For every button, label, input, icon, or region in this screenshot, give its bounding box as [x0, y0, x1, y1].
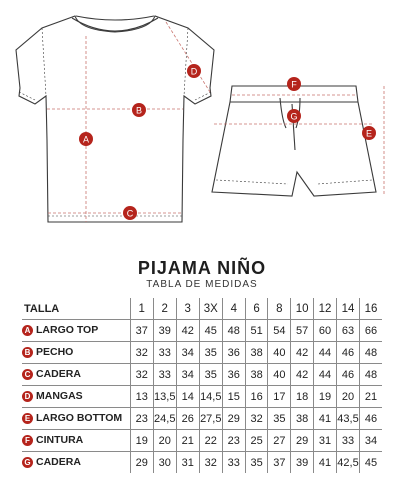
svg-text:C: C [126, 208, 134, 219]
marker-a [79, 132, 93, 146]
size-header-row [22, 298, 382, 320]
measure-value-cell: 35 [268, 408, 291, 430]
measure-name-cell [22, 430, 130, 452]
measure-value-cell: 27,5 [199, 408, 222, 430]
measure-value-cell: 34 [176, 342, 199, 364]
measure-value-cell: 46 [336, 342, 359, 364]
measure-value-cell: 44 [314, 364, 337, 386]
measure-value-cell: 30 [153, 452, 176, 474]
marker-c [123, 206, 137, 220]
shorts-drawing [212, 86, 376, 196]
measure-letter-badge: G [22, 457, 33, 468]
measure-value-cell: 51 [245, 320, 268, 342]
measure-value-cell: 26 [176, 408, 199, 430]
measure-value-cell: 40 [268, 342, 291, 364]
measure-value-cell: 20 [336, 386, 359, 408]
measure-value-cell: 48 [360, 364, 382, 386]
measure-letter-badge: A [22, 325, 33, 336]
measure-value-cell: 42 [291, 342, 314, 364]
measure-name-cell [22, 342, 130, 364]
measure-value-cell: 29 [291, 430, 314, 452]
measure-value-cell: 16 [245, 386, 268, 408]
measure-value-cell: 14,5 [199, 386, 222, 408]
measure-value-cell: 42 [291, 364, 314, 386]
measure-value-cell: 41 [314, 408, 337, 430]
measure-value-cell: 31 [314, 430, 337, 452]
measure-value-cell: 42 [176, 320, 199, 342]
measure-value-cell: 42,5 [336, 452, 359, 474]
measure-value-cell: 31 [176, 452, 199, 474]
measure-name-cell [22, 364, 130, 386]
measure-name: LARGO BOTTOM [36, 412, 123, 425]
measure-value-cell: 39 [291, 452, 314, 474]
garment-illustration [0, 0, 404, 240]
marker-g [287, 109, 301, 123]
measure-value-cell: 38 [291, 408, 314, 430]
size-header-label: TALLA [24, 302, 60, 315]
measure-value-cell: 54 [268, 320, 291, 342]
measure-value-cell: 23 [130, 408, 153, 430]
measure-name-cell [22, 408, 130, 430]
measure-value-cell: 35 [199, 364, 222, 386]
measure-value-cell: 66 [360, 320, 382, 342]
measure-value-cell: 38 [245, 342, 268, 364]
svg-text:D: D [190, 66, 198, 77]
measure-value-cell: 34 [360, 430, 382, 452]
measure-name: MANGAS [36, 390, 83, 403]
size-header-cell: 1 [130, 298, 153, 320]
measure-value-cell: 32 [130, 342, 153, 364]
measure-value-cell: 37 [130, 320, 153, 342]
measure-value-cell: 35 [245, 452, 268, 474]
measure-value-cell: 40 [268, 364, 291, 386]
table-row [22, 320, 382, 342]
measure-value-cell: 21 [176, 430, 199, 452]
measure-value-cell: 19 [314, 386, 337, 408]
size-header-cell: 12 [314, 298, 337, 320]
measure-letter-badge: C [22, 369, 33, 380]
measure-value-cell: 33 [336, 430, 359, 452]
measure-value-cell: 32 [199, 452, 222, 474]
measure-value-cell: 39 [153, 320, 176, 342]
measure-name: CADERA [36, 368, 81, 381]
measure-value-cell: 45 [199, 320, 222, 342]
page-title: PIJAMA NIÑO [137, 258, 267, 278]
measure-value-cell: 48 [222, 320, 245, 342]
measure-value-cell: 45 [360, 452, 382, 474]
measure-value-cell: 44 [314, 342, 337, 364]
marker-e [362, 126, 376, 140]
marker-d [187, 64, 201, 78]
measure-value-cell: 57 [291, 320, 314, 342]
measure-value-cell: 41 [314, 452, 337, 474]
measure-value-cell: 18 [291, 386, 314, 408]
size-header-cell: 16 [360, 298, 382, 320]
measure-value-cell: 46 [336, 364, 359, 386]
svg-text:B: B [135, 105, 143, 116]
size-header-cell: 14 [336, 298, 359, 320]
marker-f [287, 77, 301, 91]
measure-value-cell: 43,5 [336, 408, 359, 430]
measure-value-cell: 33 [222, 452, 245, 474]
measure-value-cell: 46 [360, 408, 382, 430]
measure-name: CADERA [36, 456, 81, 469]
measure-name-cell [22, 452, 130, 474]
size-header-cell: 10 [291, 298, 314, 320]
size-header-cell: 3X [199, 298, 222, 320]
measure-value-cell: 25 [245, 430, 268, 452]
measure-value-cell: 27 [268, 430, 291, 452]
measure-value-cell: 36 [222, 364, 245, 386]
size-table [22, 298, 382, 473]
size-header-cell: 6 [245, 298, 268, 320]
table-row [22, 364, 382, 386]
measure-value-cell: 15 [222, 386, 245, 408]
measure-value-cell: 63 [336, 320, 359, 342]
measure-value-cell: 36 [222, 342, 245, 364]
measure-value-cell: 22 [199, 430, 222, 452]
measure-value-cell: 35 [199, 342, 222, 364]
measure-value-cell: 38 [245, 364, 268, 386]
svg-text:F: F [291, 79, 297, 90]
size-header-cell: 8 [268, 298, 291, 320]
measure-value-cell: 13,5 [153, 386, 176, 408]
measure-value-cell: 21 [360, 386, 382, 408]
marker-b [132, 103, 146, 117]
measure-name: PECHO [36, 346, 74, 359]
measure-name-cell [22, 320, 130, 342]
measure-letter-badge: F [22, 435, 33, 446]
svg-text:E: E [365, 128, 373, 139]
table-row [22, 386, 382, 408]
size-header-cell: 4 [222, 298, 245, 320]
measure-value-cell: 32 [245, 408, 268, 430]
measure-value-cell: 20 [153, 430, 176, 452]
svg-text:G: G [290, 111, 298, 122]
measure-value-cell: 17 [268, 386, 291, 408]
measure-value-cell: 33 [153, 342, 176, 364]
size-header-cell: 2 [153, 298, 176, 320]
table-row [22, 408, 382, 430]
measure-value-cell: 24,5 [153, 408, 176, 430]
measure-letter-badge: B [22, 347, 33, 358]
measure-name: CINTURA [36, 434, 84, 447]
measure-value-cell: 23 [222, 430, 245, 452]
table-row [22, 430, 382, 452]
measure-value-cell: 29 [130, 452, 153, 474]
measure-value-cell: 32 [130, 364, 153, 386]
measure-value-cell: 34 [176, 364, 199, 386]
svg-text:A: A [82, 134, 90, 145]
tshirt-drawing [16, 16, 214, 222]
measure-value-cell: 29 [222, 408, 245, 430]
page-subtitle: TABLA DE MEDIDAS [146, 279, 258, 290]
measure-value-cell: 14 [176, 386, 199, 408]
measure-name: LARGO TOP [36, 324, 99, 337]
measure-value-cell: 48 [360, 342, 382, 364]
measure-letter-badge: D [22, 391, 33, 402]
measure-value-cell: 13 [130, 386, 153, 408]
table-row [22, 452, 382, 474]
measure-value-cell: 37 [268, 452, 291, 474]
measure-letter-badge: E [22, 413, 33, 424]
shirt-measure-lines [47, 22, 210, 222]
measure-value-cell: 19 [130, 430, 153, 452]
table-row [22, 342, 382, 364]
size-header-cell: 3 [176, 298, 199, 320]
measure-value-cell: 60 [314, 320, 337, 342]
measure-value-cell: 33 [153, 364, 176, 386]
measure-name-cell [22, 386, 130, 408]
